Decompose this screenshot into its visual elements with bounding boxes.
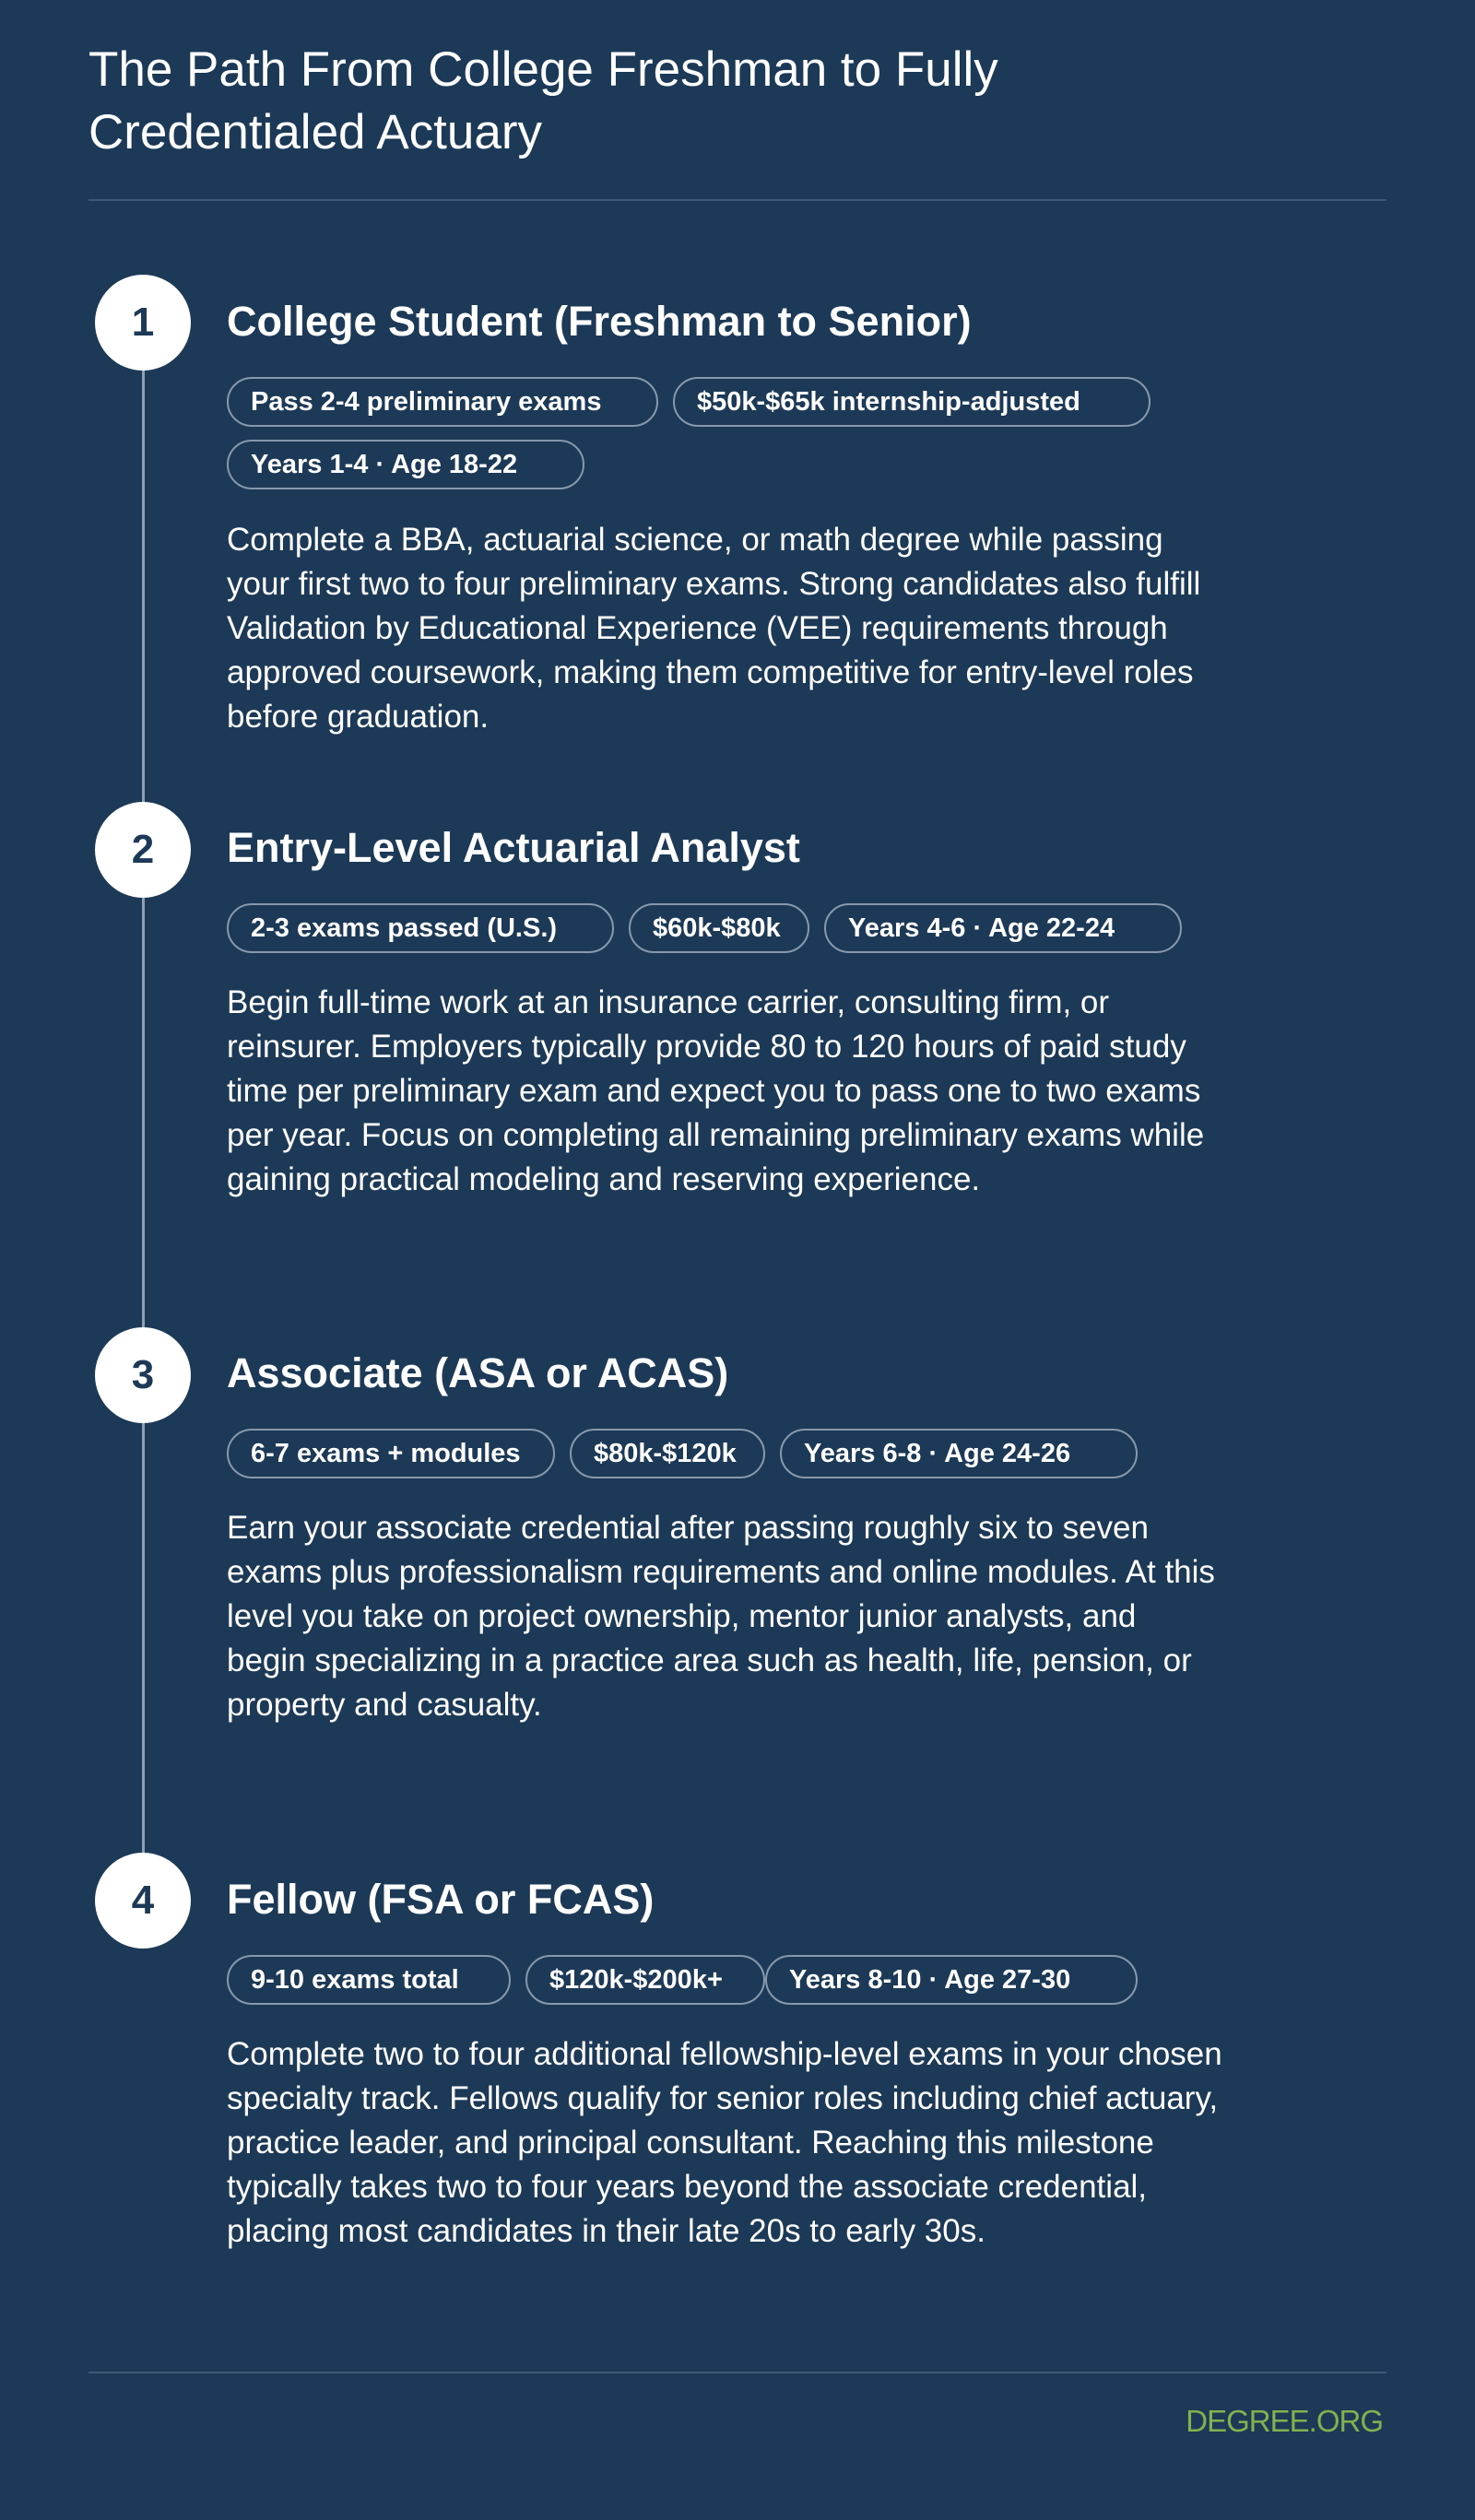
step-2-timeline-pill: Years 4-6 · Age 22-24 [824,903,1182,953]
step-1-exams-pill: Pass 2-4 preliminary exams [227,377,658,427]
step-1-salary-pill: $50k-$65k internship-adjusted [673,377,1150,427]
footer-divider [88,2372,1386,2373]
step-number-1: 1 [95,275,191,371]
step-2-salary-pill: $60k-$80k [629,903,809,953]
step-number-3: 3 [95,1327,191,1423]
step-title-1: College Student (Freshman to Senior) [227,298,972,345]
step-2-description: Begin full-time work at an insurance carrier, consulting firm, or reinsurer. Employers typically provide 80 to 120 hours of paid study time per preliminary exam and expect you to pass one to two exams per year. Focus on completing all remaining preliminary exams while gaining practical modeling and reserving experience. [227,984,1205,1197]
step-4-salary-pill: $120k-$200k+ [525,1955,765,2005]
page-title: The Path From College Freshman to Fully Credentialed Actuary [88,42,998,159]
timeline-line [142,323,145,1901]
header-divider [88,199,1386,201]
brand-logo: DEGREE.ORG [1186,2404,1383,2438]
step-2-exams-pill: 2-3 exams passed (U.S.) [227,903,614,953]
step-number-4: 4 [95,1853,191,1949]
step-4-description: Complete two to four additional fellowship-level exams in your chosen specialty track. Fellows qualify for senior roles including chief actuary, practice leader, and principal consultant. Reaching this milestone typically takes two to four years beyond the associate credential, placing most candidates in their late 20s to early 30s. [227,2036,1222,2249]
step-4-exams-pill: 9-10 exams total [227,1955,511,2005]
step-3-timeline-pill: Years 6-8 · Age 24-26 [780,1429,1138,1478]
step-4-timeline-pill: Years 8-10 · Age 27-30 [765,1955,1138,2005]
step-title-3: Associate (ASA or ACAS) [227,1349,729,1396]
step-3-salary-pill: $80k-$120k [570,1429,765,1478]
step-3-description: Earn your associate credential after passing roughly six to seven exams plus professionalism requirements and online modules. At this level you take on project ownership, mentor junior analysts, and begin specializing in a practice area such as health, life, pension, or property and casualty. [227,1510,1215,1723]
step-1-timeline-pill: Years 1-4 · Age 18-22 [227,440,584,489]
step-number-2: 2 [95,802,191,898]
step-title-4: Fellow (FSA or FCAS) [227,1876,655,1923]
step-3-exams-pill: 6-7 exams + modules [227,1429,555,1478]
step-1-description: Complete a BBA, actuarial science, or math degree while passing your first two to four preliminary exams. Strong candidates also fulfill Validation by Educational Experience (VEE) requirements through approved coursework, making them competitive for entry-level roles before graduation. [227,522,1201,735]
step-title-2: Entry-Level Actuarial Analyst [227,824,800,871]
